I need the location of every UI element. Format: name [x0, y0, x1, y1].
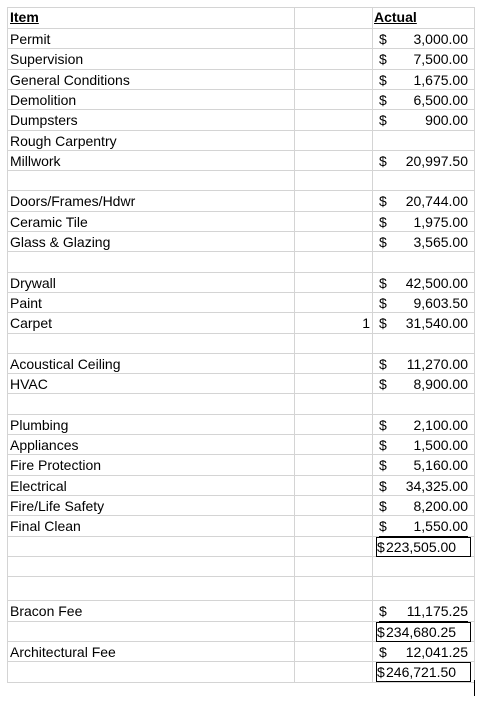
- amount-value: 223,505.00: [386, 539, 457, 555]
- amount-value: 1,675.00: [413, 72, 468, 88]
- currency-symbol: $: [379, 295, 387, 311]
- currency-symbol: $: [379, 478, 387, 494]
- amount-value: 42,500.00: [405, 275, 468, 291]
- amount-value: 34,325.00: [405, 478, 468, 494]
- amount-value: 2,100.00: [413, 417, 468, 433]
- amount-value: 31,540.00: [405, 315, 468, 331]
- amount-cell[interactable]: [377, 415, 468, 435]
- currency-symbol: $: [379, 417, 387, 433]
- amount-value: 1,975.00: [413, 214, 468, 230]
- amount-value: 11,175.25: [387, 601, 468, 622]
- amount-value: 3,565.00: [413, 234, 468, 250]
- subtotal-cell[interactable]: [376, 537, 471, 557]
- currency-symbol: $: [379, 315, 387, 331]
- currency-symbol: $: [377, 624, 385, 640]
- currency-symbol: $: [379, 31, 387, 47]
- amount-value: 246,721.50: [386, 664, 457, 680]
- item-label[interactable]: Final Clean: [10, 518, 81, 534]
- amount-value: 20,744.00: [405, 193, 468, 209]
- currency-symbol: $: [379, 457, 387, 473]
- currency-symbol: $: [379, 376, 387, 392]
- amount-value: 6,500.00: [413, 92, 468, 108]
- item-label[interactable]: Doors/Frames/Hdwr: [10, 193, 136, 209]
- item-label[interactable]: Fire/Life Safety: [10, 498, 105, 514]
- currency-symbol: $: [379, 356, 387, 372]
- currency-symbol: $: [379, 498, 387, 514]
- column-header-actual[interactable]: Actual: [374, 9, 417, 25]
- currency-symbol: $: [379, 51, 387, 67]
- grid-column-line: [7, 7, 8, 682]
- amount-value: 7,500.00: [413, 51, 468, 67]
- amount-value: 5,160.00: [413, 457, 468, 473]
- item-label[interactable]: Architectural Fee: [10, 644, 116, 660]
- currency-symbol: $: [379, 153, 387, 169]
- amount-value: 8,200.00: [413, 498, 468, 514]
- item-label[interactable]: Drywall: [10, 275, 56, 291]
- grid-column-line: [372, 7, 373, 682]
- item-label[interactable]: Plumbing: [10, 417, 69, 433]
- amount-cell[interactable]: [377, 29, 468, 49]
- grid-row-line: [7, 576, 474, 577]
- amount-cell[interactable]: [377, 516, 468, 536]
- amount-cell[interactable]: [377, 293, 468, 313]
- currency-symbol: $: [379, 72, 387, 88]
- grid-column-line: [474, 7, 475, 682]
- currency-symbol: $: [379, 112, 387, 128]
- item-label[interactable]: Permit: [10, 31, 51, 47]
- amount-cell[interactable]: [377, 354, 468, 374]
- amount-value: 3,000.00: [413, 31, 468, 47]
- item-label[interactable]: Rough Carpentry: [10, 133, 117, 149]
- currency-symbol: $: [379, 516, 387, 537]
- item-label[interactable]: Bracon Fee: [10, 603, 83, 619]
- amount-cell[interactable]: [377, 496, 468, 516]
- item-label[interactable]: Electrical: [10, 478, 67, 494]
- amount-cell[interactable]: [377, 455, 468, 475]
- text-cursor: [474, 680, 475, 696]
- amount-value: 1,550.00: [387, 516, 468, 537]
- currency-symbol: $: [379, 275, 387, 291]
- amount-value: 12,041.25: [387, 642, 468, 663]
- subtotal-cell[interactable]: [376, 622, 471, 642]
- item-label[interactable]: Glass & Glazing: [10, 234, 111, 250]
- amount-cell[interactable]: [377, 642, 468, 662]
- currency-symbol: $: [377, 664, 385, 680]
- amount-value: 1,500.00: [413, 437, 468, 453]
- amount-value: 9,603.50: [413, 295, 468, 311]
- column-header-item[interactable]: Item: [10, 9, 39, 25]
- amount-cell[interactable]: [377, 273, 468, 293]
- amount-cell[interactable]: [377, 70, 468, 90]
- item-label[interactable]: Millwork: [10, 153, 61, 169]
- grid-row-line: [7, 682, 474, 683]
- amount-cell[interactable]: [377, 374, 468, 394]
- item-label[interactable]: Dumpsters: [10, 112, 78, 128]
- amount-cell[interactable]: [377, 212, 468, 232]
- item-label[interactable]: Fire Protection: [10, 457, 102, 473]
- currency-symbol: $: [379, 642, 387, 663]
- currency-symbol: $: [379, 234, 387, 250]
- amount-cell[interactable]: [377, 110, 468, 130]
- note-marker[interactable]: 1: [362, 315, 370, 331]
- amount-cell[interactable]: [377, 151, 468, 171]
- amount-cell[interactable]: [377, 476, 468, 496]
- item-label[interactable]: HVAC: [10, 376, 48, 392]
- currency-symbol: $: [379, 193, 387, 209]
- amount-value: 234,680.25: [386, 624, 457, 640]
- grid-column-line: [294, 7, 295, 682]
- item-label[interactable]: Demolition: [10, 92, 77, 108]
- subtotal-cell[interactable]: [376, 662, 471, 682]
- currency-symbol: $: [379, 437, 387, 453]
- amount-cell[interactable]: [377, 191, 468, 211]
- item-label[interactable]: Carpet: [10, 315, 53, 331]
- currency-symbol: $: [379, 92, 387, 108]
- currency-symbol: $: [379, 601, 387, 622]
- currency-symbol: $: [379, 214, 387, 230]
- amount-cell[interactable]: [377, 90, 468, 110]
- item-label[interactable]: Paint: [10, 295, 42, 311]
- amount-cell[interactable]: [377, 313, 468, 333]
- item-label[interactable]: Appliances: [10, 437, 79, 453]
- amount-cell[interactable]: [377, 435, 468, 455]
- amount-cell[interactable]: [377, 232, 468, 252]
- amount-value: 8,900.00: [413, 376, 468, 392]
- grid-row-line: [7, 333, 474, 334]
- currency-symbol: $: [377, 539, 385, 555]
- amount-value: 900.00: [425, 112, 468, 128]
- item-label[interactable]: Ceramic Tile: [10, 214, 88, 230]
- amount-value: 11,270.00: [406, 356, 468, 372]
- item-label[interactable]: Supervision: [10, 51, 84, 67]
- amount-value: 20,997.50: [405, 153, 468, 169]
- amount-cell[interactable]: [377, 601, 468, 621]
- amount-cell[interactable]: [377, 49, 468, 69]
- item-label[interactable]: General Conditions: [10, 72, 130, 88]
- item-label[interactable]: Acoustical Ceiling: [10, 356, 121, 372]
